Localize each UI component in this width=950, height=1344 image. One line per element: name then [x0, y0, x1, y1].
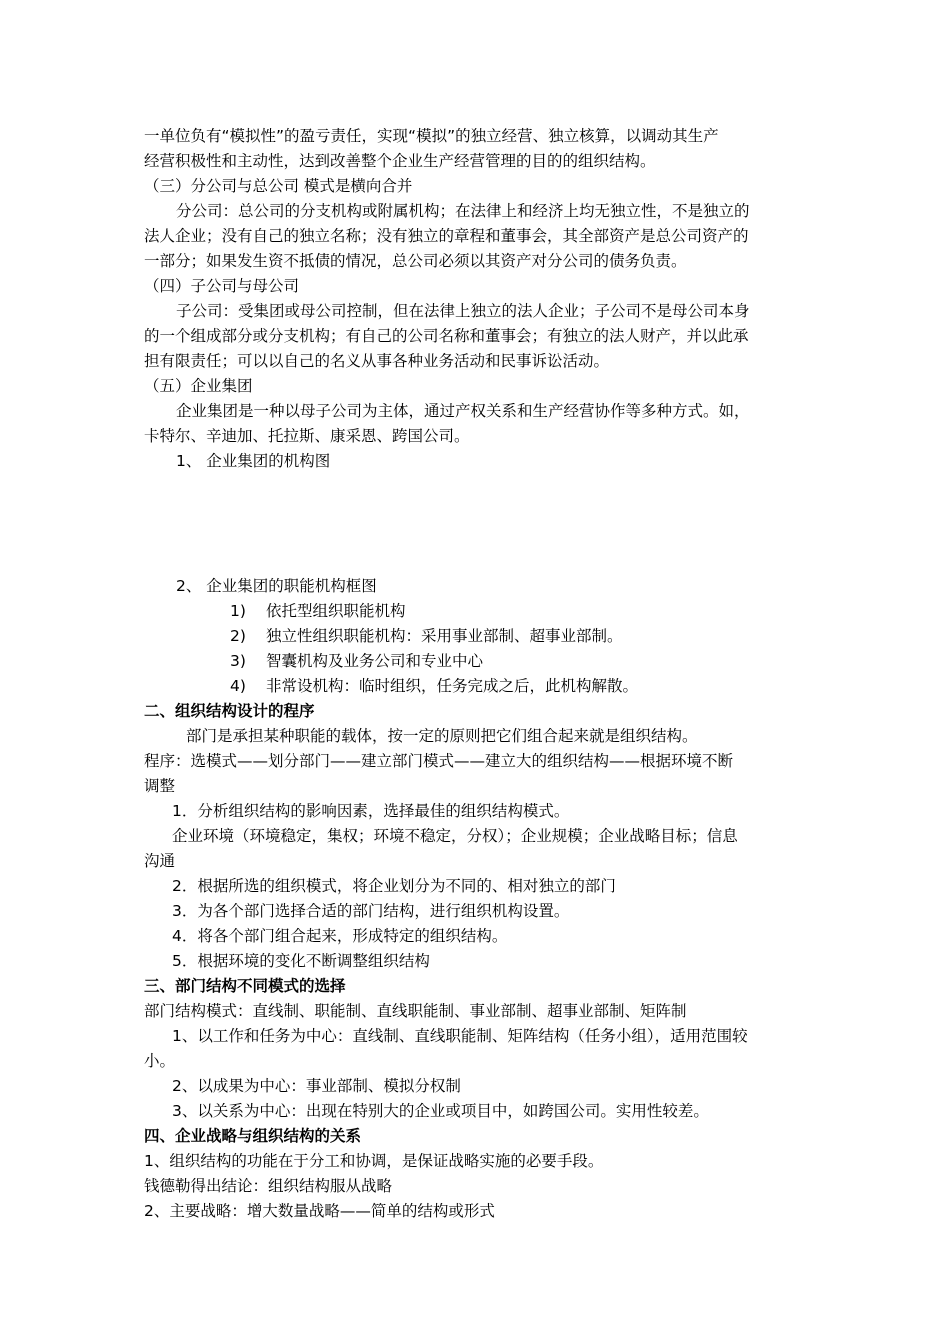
numbered-item: 2．根据所选的组织模式，将企业划分为不同的、相对独立的部门 [172, 877, 616, 895]
numbered-item: 1、 企业集团的机构图 [176, 452, 331, 470]
paragraph-line: 部门是承担某种职能的载体，按一定的原则把它们组合起来就是组织结构。 [186, 727, 698, 745]
numbered-item: 5．根据环境的变化不断调整组织结构 [172, 952, 430, 970]
list-item-text: 非常设机构：临时组织，任务完成之后，此机构解散。 [266, 677, 639, 695]
list-number: 3) [230, 652, 246, 670]
paragraph-line: 担有限责任；可以以自己的名义从事各种业务活动和民事诉讼活动。 [144, 352, 610, 370]
list-number: 4) [230, 677, 246, 695]
paragraph-line: 企业环境（环境稳定，集权；环境不稳定，分权）；企业规模；企业战略目标；信息 [172, 827, 738, 845]
section-heading: 二、组织结构设计的程序 [144, 702, 315, 720]
paragraph-line: 企业集团是一种以母子公司为主体，通过产权关系和生产经营协作等多种方式。如， [176, 402, 750, 420]
paragraph-line: 经营积极性和主动性，达到改善整个企业生产经营管理的目的的组织结构。 [144, 152, 656, 170]
list-item-text: 依托型组织职能机构 [266, 602, 406, 620]
paragraph-line: 1、组织结构的功能在于分工和协调，是保证战略实施的必要手段。 [144, 1152, 604, 1170]
list-item [230, 674, 900, 699]
list-number: 2) [230, 627, 246, 645]
section-heading: （五）企业集团 [144, 377, 253, 395]
list-item-text: 智囊机构及业务公司和专业中心 [266, 652, 484, 670]
list-number: 1) [230, 602, 246, 620]
paragraph-line: 分公司：总公司的分支机构或附属机构；在法律上和经济上均无独立性，不是独立的 [176, 202, 750, 220]
paragraph-line: 钱德勒得出结论：组织结构服从战略 [144, 1177, 393, 1195]
paragraph-line: 子公司：受集团或母公司控制，但在法律上独立的法人企业；子公司不是母公司本身 [176, 302, 750, 320]
list-item [230, 624, 900, 649]
paragraph-line: 调整 [144, 777, 176, 795]
section-heading: 四、企业战略与组织结构的关系 [144, 1127, 362, 1145]
paragraph-line: 沟通 [144, 852, 176, 870]
section-heading: （四）子公司与母公司 [144, 277, 300, 295]
section-heading: （三）分公司与总公司 模式是横向合并 [144, 177, 413, 195]
paragraph-line: 部门结构模式：直线制、职能制、直线职能制、事业部制、超事业部制、矩阵制 [144, 1002, 687, 1020]
paragraph-line: 2、主要战略：增大数量战略——简单的结构或形式 [144, 1202, 495, 1220]
numbered-item: 4．将各个部门组合起来，形成特定的组织结构。 [172, 927, 508, 945]
list-item [230, 649, 900, 674]
paragraph-line: 一单位负有“模拟性”的盈亏责任，实现“模拟”的独立经营、独立核算，以调动其生产 [144, 127, 719, 145]
numbered-item: 2、 企业集团的职能机构框图 [176, 577, 377, 595]
list-item [230, 599, 900, 624]
numbered-item: 2、以成果为中心：事业部制、模拟分权制 [172, 1077, 461, 1095]
paragraph-line: 卡特尔、辛迪加、托拉斯、康采恩、跨国公司。 [144, 427, 470, 445]
paragraph-line: 的一个组成部分或分支机构；有自己的公司名称和董事会；有独立的法人财产，并以此承 [144, 327, 749, 345]
list-item-text: 独立性组织职能机构：采用事业部制、超事业部制。 [266, 627, 623, 645]
paragraph-line: 法人企业；没有自己的独立名称；没有独立的章程和董事会，其全部资产是总公司资产的 [144, 227, 749, 245]
numbered-item: 3．为各个部门选择合适的部门结构，进行组织机构设置。 [172, 902, 570, 920]
section-heading: 三、部门结构不同模式的选择 [144, 977, 346, 995]
paragraph-line: 一部分；如果发生资不抵债的情况，总公司必须以其资产对分公司的债务负责。 [144, 252, 687, 270]
numbered-item: 3、以关系为中心：出现在特别大的企业或项目中，如跨国公司。实用性较差。 [172, 1102, 709, 1120]
numbered-item: 1．分析组织结构的影响因素，选择最佳的组织结构模式。 [172, 802, 570, 820]
paragraph-line: 程序：选模式——划分部门——建立部门模式——建立大的组织结构——根据环境不断 [144, 752, 734, 770]
numbered-item: 1、以工作和任务为中心：直线制、直线职能制、矩阵结构（任务小组），适用范围较 [172, 1027, 748, 1045]
paragraph-line: 小。 [144, 1052, 176, 1070]
